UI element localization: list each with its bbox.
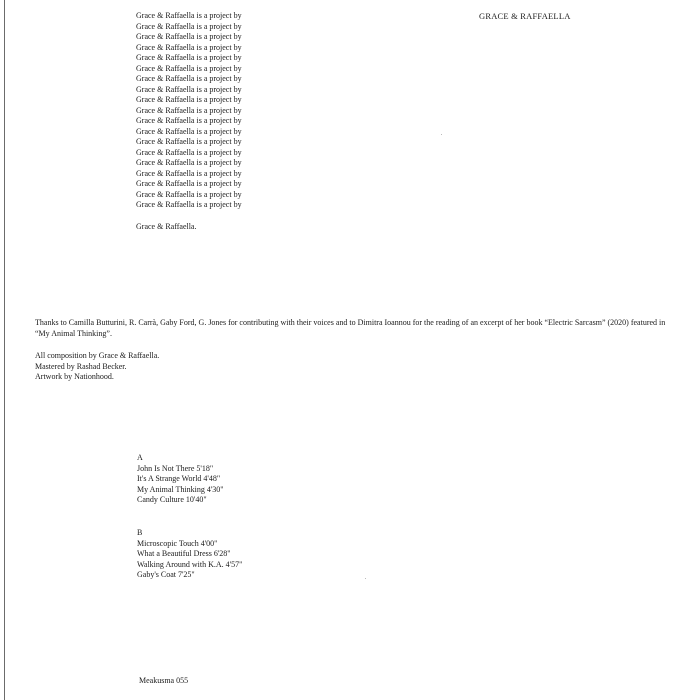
composition-credits [35,351,159,383]
side-a-label: A [137,453,143,462]
repeated-line: Grace & Raffaella is a project by [136,147,242,157]
artwork-line: Artwork by Nationhood. [35,372,114,381]
repeated-line: Grace & Raffaella is a project by [136,42,242,52]
repeated-text-block [136,11,242,232]
repeated-line: Grace & Raffaella is a project by [136,105,242,115]
tracklist-side-b [137,528,242,581]
repeated-line: Grace & Raffaella is a project by [136,84,242,94]
repeated-line: Grace & Raffaella is a project by [136,189,242,199]
repeated-line: Grace & Raffaella is a project by [136,137,242,146]
repeated-line: Grace & Raffaella is a project by [136,95,242,104]
catalog-number: Meakusma 055 [139,676,189,685]
brand-title: GRACE & RAFFAELLA [479,11,571,21]
repeated-line: Grace & Raffaella is a project by [136,179,242,188]
page-edge-line [4,0,5,700]
repeated-line: Grace & Raffaella is a project by [136,21,242,31]
repeated-line: Grace & Raffaella is a project by [136,32,242,41]
credits-text: Thanks to Camilla Butturini, R. Carrà, Gaby Ford, G. Jones for contributing with their voices and to Dimitra Ioannou for the reading of an excerpt of her book “Electric Sarcasm” (2020) featured in “My Animal Thinking”. [35,318,666,338]
credits-block [35,318,675,339]
repeated-line: Grace & Raffaella is a project by [136,74,242,83]
scan-speck [365,578,366,579]
scan-speck [441,134,442,135]
tracklist-side-a [137,453,224,506]
repeated-line: Grace & Raffaella is a project by [136,63,242,73]
track-item: Gaby's Coat 7'25" [137,570,195,579]
track-item: What a Beautiful Dress 6'28" [137,549,231,558]
track-item: My Animal Thinking 4'30" [137,484,224,494]
repeated-line: Grace & Raffaella is a project by [136,116,242,125]
mastering-line: Mastered by Rashad Becker. [35,361,127,371]
track-item: Walking Around with K.A. 4'57" [137,559,243,569]
side-b-label: B [137,528,143,537]
repeated-line: Grace & Raffaella is a project by [136,200,242,209]
track-item: Candy Culture 10'40" [137,495,207,504]
composition-line: All composition by Grace & Raffaella. [35,351,160,360]
repeated-line: Grace & Raffaella is a project by [136,158,242,167]
repeated-closing: Grace & Raffaella. [136,221,197,231]
track-item: Microscopic Touch 4'00" [137,538,218,548]
track-item: John Is Not There 5'18" [137,463,214,473]
repeated-line: Grace & Raffaella is a project by [136,53,242,62]
repeated-line: Grace & Raffaella is a project by [136,11,242,20]
repeated-line: Grace & Raffaella is a project by [136,126,242,136]
repeated-line: Grace & Raffaella is a project by [136,168,242,178]
track-item: It's A Strange World 4'48" [137,474,221,483]
